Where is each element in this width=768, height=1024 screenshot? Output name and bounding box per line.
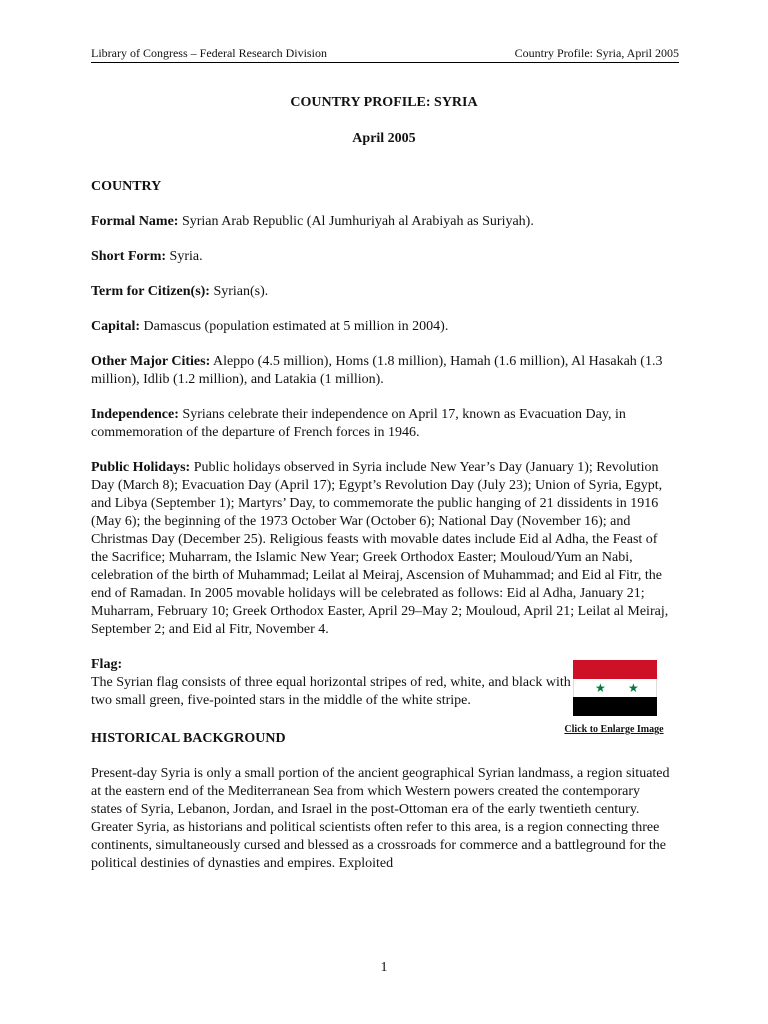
history-paragraph: Present-day Syria is only a small portion of the ancient geographical Syrian landmass, a region situated at the eastern end of the Mediterranean Sea from which Western powers created the contemporary states of Syria, Lebanon, Jordan, and Israel in the post-Ottoman era of the early twentieth century. Greater Syria, as historians and political scientists often refer to this area, is a region connecting three continents, simultaneously cursed and blessed as a crossroads for commerce and a battleground for the political destinies of dynasties and empires. Exploited — [91, 766, 670, 871]
field-major-cities — [91, 353, 671, 389]
field-short-form — [91, 248, 671, 266]
field-value: Aleppo (4.5 million), Homs (1.8 million), Hamah (1.6 million), Al Hasakah (1.3 million), Idlib (1.2 million), and Latakia (1 million). — [91, 354, 663, 387]
section-heading-country: COUNTRY — [91, 179, 162, 194]
running-header — [91, 47, 679, 63]
syria-flag-image[interactable] — [573, 660, 657, 716]
field-label: Short Form: — [91, 249, 167, 264]
field-formal-name — [91, 213, 671, 231]
field-citizen — [91, 283, 671, 301]
star-icon: ★ — [628, 680, 639, 695]
field-value: Syrian(s). — [209, 284, 269, 299]
page-number: 1 — [380, 960, 388, 975]
field-value: Syrian Arab Republic (Al Jumhuriyah al Arabiyah as Suriyah). — [178, 214, 534, 229]
flag-white-stripe — [573, 679, 657, 698]
section-heading-history: HISTORICAL BACKGROUND — [91, 731, 286, 746]
field-value: Syrians celebrate their independence on April 17, known as Evacuation Day, in commemoration of the departure of French forces in 1946. — [91, 407, 626, 440]
field-value: Syria. — [166, 249, 203, 264]
field-label: Public Holidays: — [91, 460, 191, 475]
field-label: Flag: — [91, 657, 123, 672]
enlarge-image-link[interactable]: Click to Enlarge Image — [564, 724, 664, 735]
page-date: April 2005 — [352, 131, 416, 146]
flag-text — [91, 656, 571, 710]
header-right: Country Profile: Syria, April 2005 — [514, 46, 679, 60]
field-label: Independence: — [91, 407, 179, 422]
field-flag — [91, 656, 671, 735]
field-label: Other Major Cities: — [91, 354, 211, 369]
field-label: Capital: — [91, 319, 140, 334]
field-label: Term for Citizen(s): — [91, 284, 210, 299]
field-independence — [91, 406, 671, 442]
page-title: COUNTRY PROFILE: SYRIA — [290, 95, 478, 110]
document-body — [91, 178, 671, 890]
field-capital — [91, 318, 671, 336]
header-left: Library of Congress – Federal Research Division — [91, 46, 327, 60]
field-public-holidays — [91, 459, 671, 639]
star-icon: ★ — [595, 680, 606, 695]
flag-figure — [556, 660, 672, 739]
field-value: Public holidays observed in Syria include New Year’s Day (January 1); Revolution Day (March 8); Evacuation Day (April 17); Egypt’s Revolution Day (July 23); Union of Syria, Egypt, and Libya (September 1); Martyrs’ Day, to commemorate the public hanging of 21 dissidents in 1916 (May 6); the beginning of the 1973 October War (October 6); National Day (November 16); and Christmas Day (December 25). Religious feasts with movable dates include Eid al Adha, the Feast of the Sacrifice; Muharram, the Islamic New Year; Greek Orthodox Easter; Mouloud/Yum an Nabi, celebration of the birth of Muhammad; Leilat al Meiraj, Ascension of Muhammad; and Eid al Fitr, the end of Ramadan. In 2005 movable holidays will be celebrated as follows: Eid al Adha, January 21; Muharram, February 10; Greek Orthodox Easter, April 29–May 2; Mouloud, April 21; Leilat al Meiraj, September 2; and Eid al Fitr, November 4. — [91, 460, 669, 637]
flag-red-stripe — [573, 660, 657, 679]
field-value: The Syrian flag consists of three equal horizontal stripes of red, white, and black with two small green, five-pointed stars in the middle of the white stripe. — [91, 675, 571, 708]
field-label: Formal Name: — [91, 214, 179, 229]
field-value: Damascus (population estimated at 5 million in 2004). — [140, 319, 449, 334]
flag-black-stripe — [573, 697, 657, 716]
